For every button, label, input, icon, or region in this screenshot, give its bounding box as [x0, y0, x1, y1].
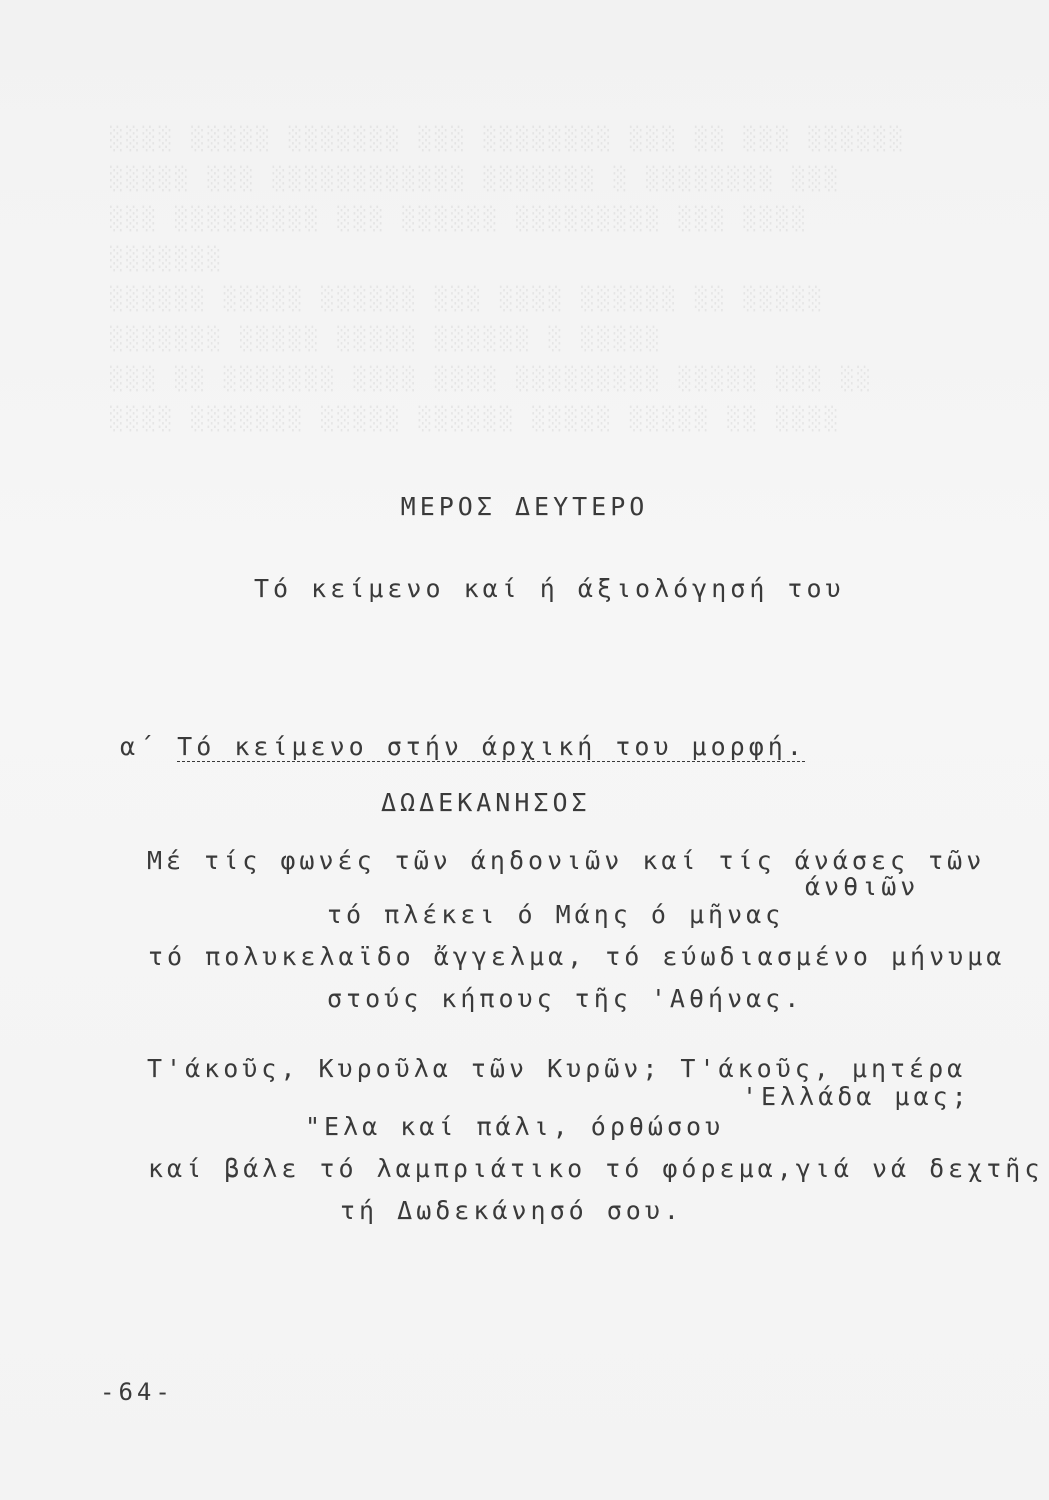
subtitle: Τό κείμενο καί ή άξιολόγησή του — [254, 574, 845, 603]
page-number: -64- — [100, 1378, 174, 1406]
stanza2-line-4: τή Δωδεκάνησό σου. — [340, 1196, 683, 1225]
poem-title: ΔΩΔΕΚΑΝΗΣΟΣ — [381, 788, 591, 817]
stanza1-line-3: τό πολυκελαϊδο ἄγγελμα, τό εύωδιασμένο μήνυμα — [148, 942, 1006, 971]
stanza2-line-1: Τ'άκοῦς, Κυροῦλα τῶν Κυρῶν; Τ'άκοῦς, μητέρα — [147, 1054, 967, 1083]
part-heading: ΜΕΡΟΣ ΔΕΥΤΕΡΟ — [400, 492, 649, 521]
section-label — [120, 732, 806, 761]
stanza2-line-1-cont: 'Ελλάδα μας; — [742, 1082, 971, 1111]
section-marker: α΄ — [120, 732, 159, 761]
section-label-text: Τό κείμενο στήν άρχική του μορφή. — [177, 732, 806, 761]
stanza2-line-2: "Ελα καί πάλι, όρθώσου — [305, 1112, 725, 1141]
stanza2-line-3: καί βάλε τό λαμπριάτικο τό φόρεμα,γιά νά δεχτῆς — [148, 1154, 1044, 1183]
bleed-through-texture: ░░░░ ░░░░░ ░░░░░░░ ░░░ ░░░░░░░░ ░░░ ░░ ░░░ ░░░░░░ ░░░░░ ░░░ ░░░░░░░░░░░░ ░░░░░░░ ░ ░░░░░░░░ ░░░ ░░░ ░░░░░░░░░ ░░░ ░░░░░░ ░░░░░░░░░ ░░░ ░░░░ ░░░░░░░ ░░░░░░ ░░░░░ ░░░░░░ ░░░ ░░░░ ░░░░░░ ░░ ░░░░░ ░░░░░░░ ░░░░░ ░░░░░ ░░░░░░ ░ ░░░░░ ░░░ ░░ ░░░░░░░ ░░░░ ░░░░ ░░░░░░░░░ ░░░░░ ░░░ ░░ ░░░░ ░░░░░░░ ░░░░░ ░░░░░░ ░░░░░ ░░░░░ ░░ ░░░░ — [110, 127, 907, 432]
stanza1-line-2: τό πλέκει ό Μάης ό μῆνας — [327, 900, 785, 929]
stanza1-line-1: Μέ τίς φωνές τῶν άηδονιῶν καί τίς άνάσες τῶν — [147, 846, 986, 875]
stanza1-line-1-cont: άνθιῶν — [805, 872, 920, 901]
stanza1-line-4: στούς κήπους τῆς 'Αθήνας. — [327, 984, 804, 1013]
